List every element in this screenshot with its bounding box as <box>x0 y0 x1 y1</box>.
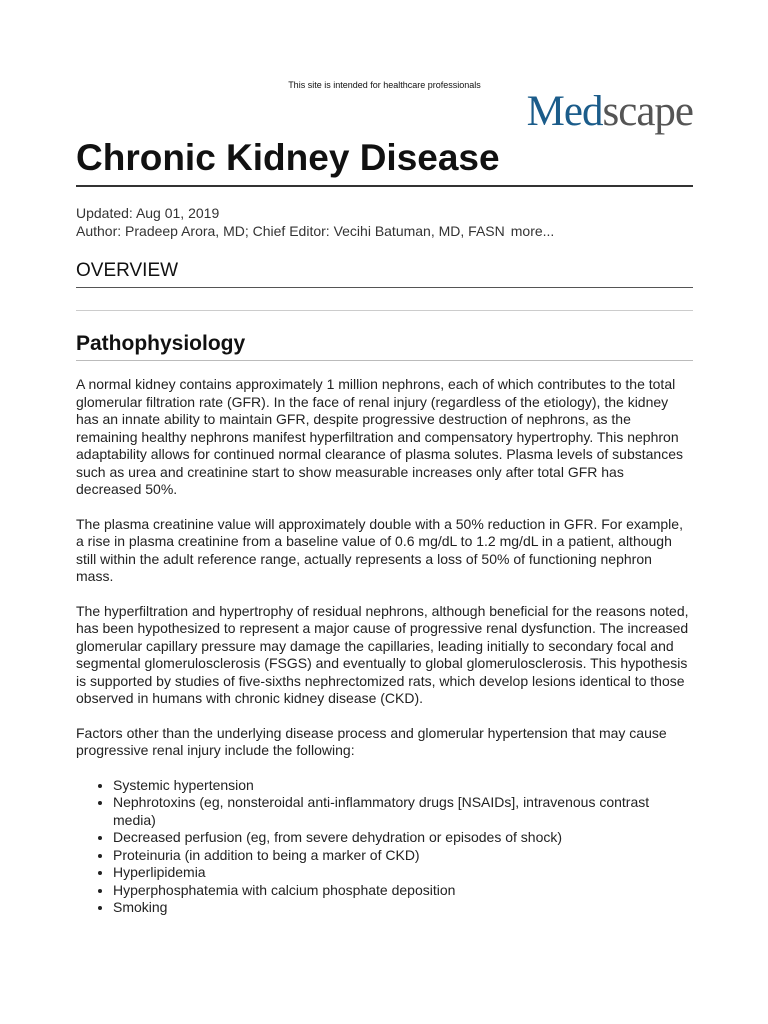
section-separator <box>76 310 693 311</box>
audience-notice: This site is intended for healthcare professionals <box>288 80 481 90</box>
article-title: Chronic Kidney Disease <box>76 137 500 178</box>
paragraph: A normal kidney contains approximately 1 million nephrons, each of which contributes to the total glomerular filtration rate (GFR). In the face of renal injury (regardless of the etiology), the kidney has an innate ability to maintain GFR, despite progressive destruction of nephrons, as the remaining healthy nephrons manifest hyperfiltration and compensatory hypertrophy. This nephron adaptability allows for continued normal clearance of plasma solutes. Plasma levels of substances such as urea and creatinine start to show measurable increases only after total GFR has decreased 50%. <box>76 376 683 497</box>
overview-divider <box>76 287 693 288</box>
authors: Author: Pradeep Arora, MD; Chief Editor: Vecihi Batuman, MD, FASN <box>76 223 505 239</box>
list-item: • Proteinuria (in addition to being a marker of CKD) <box>113 847 693 865</box>
paragraph: Factors other than the underlying disease process and glomerular hypertension that may cause progressive renal injury include the following: <box>76 724 667 758</box>
paragraph: The hyperfiltration and hypertrophy of residual nephrons, although beneficial for the reasons noted, has been hypothesized to represent a major cause of progressive renal dysfunction. The increased glomerular capillary pressure may damage the capillaries, leading initially to secondary focal and segmental glomerulosclerosis (FSGS) and eventually to global glomerulosclerosis. This hypothesis is supported by studies of five-sixths nephrectomized rats, which develop lesions identical to those observed in humans with chronic kidney disease (CKD). <box>76 602 689 706</box>
factors-list <box>76 777 693 917</box>
list-item: • Decreased perfusion (eg, from severe dehydration or episodes of shock) <box>113 829 693 847</box>
author-line <box>76 222 554 240</box>
list-item: • Hyperphosphatemia with calcium phosphate deposition <box>113 882 693 900</box>
list-item: • Systemic hypertension <box>113 777 693 795</box>
logo-scape: scape <box>602 88 693 135</box>
list-item: • Hyperlipidemia <box>113 864 693 882</box>
section-divider <box>76 360 693 361</box>
article-meta <box>76 204 554 240</box>
logo-med: Med <box>526 88 603 135</box>
updated-date: Updated: Aug 01, 2019 <box>76 205 220 221</box>
overview-heading: OVERVIEW <box>76 260 179 281</box>
more-authors-link[interactable]: more... <box>510 223 555 239</box>
paragraph: The plasma creatinine value will approximately double with a 50% reduction in GFR. For example, a rise in plasma creatinine from a baseline value of 0.6 mg/dL to 1.2 mg/dL in a patient, although still within the adult reference range, actually represents a loss of 50% of functioning nephron mass. <box>76 515 683 584</box>
article-body <box>76 376 693 917</box>
list-item: • Smoking <box>113 899 693 917</box>
list-item: • Nephrotoxins (eg, nonsteroidal anti-inflammatory drugs [NSAIDs], intravenous contrast media) <box>113 794 693 829</box>
section-heading: Pathophysiology <box>76 332 246 355</box>
title-divider <box>76 185 693 187</box>
medscape-logo[interactable] <box>527 88 693 136</box>
